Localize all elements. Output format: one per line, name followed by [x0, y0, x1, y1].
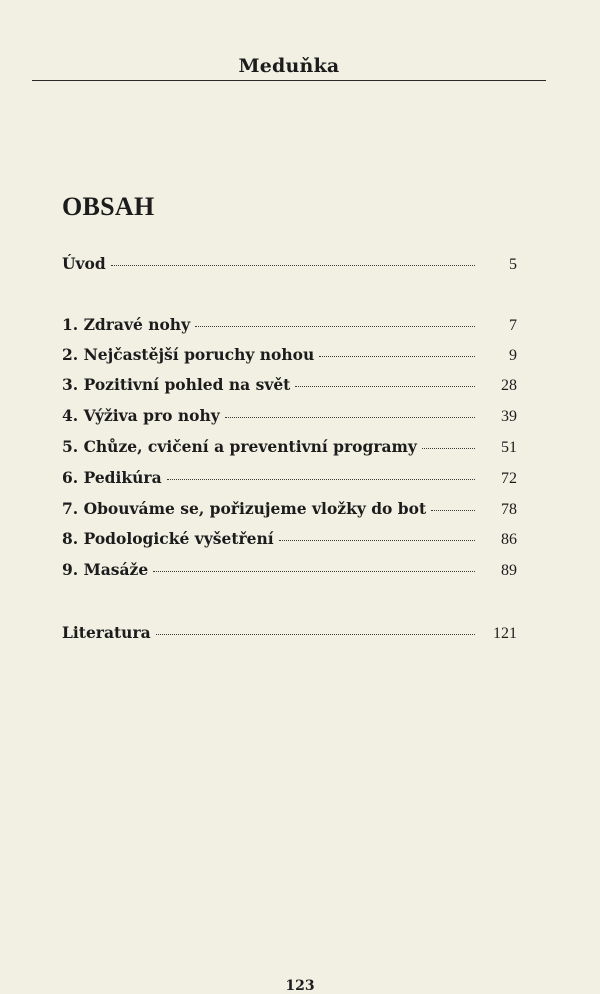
toc-entry-title: Úvod	[62, 254, 106, 273]
running-header	[32, 52, 546, 81]
dot-leader	[111, 265, 475, 266]
toc-entry-page: 72	[501, 470, 517, 487]
dot-leader	[431, 510, 475, 511]
toc-entry	[62, 468, 517, 490]
toc-entry-title: 9. Masáže	[62, 560, 149, 579]
toc-entry	[62, 437, 517, 459]
toc-entry	[62, 345, 517, 367]
dot-leader	[167, 479, 475, 480]
toc-entry-title: Literatura	[62, 623, 151, 642]
toc-entry	[62, 623, 517, 645]
toc-entry	[62, 560, 517, 582]
toc-entry-title: 2. Nejčastější poruchy nohou	[62, 345, 315, 364]
dot-leader	[225, 417, 475, 418]
book-title: Meduňka	[238, 55, 340, 77]
toc-entry	[62, 315, 517, 337]
toc-entry-page: 121	[493, 625, 517, 642]
toc-entry-title: 5. Chůze, cvičení a preventivní programy	[62, 437, 417, 456]
toc-entry-page: 7	[509, 317, 517, 334]
dot-leader	[279, 540, 475, 541]
toc-entry-page: 39	[501, 408, 517, 425]
contents-heading: OBSAH	[62, 192, 155, 221]
toc-entry-title: 8. Podologické vyšetření	[62, 529, 274, 548]
toc-entry-page: 89	[501, 562, 517, 579]
dot-leader	[422, 448, 475, 449]
toc-entry-title: 1. Zdravé nohy	[62, 315, 191, 334]
dot-leader	[153, 571, 475, 572]
dot-leader	[195, 326, 475, 327]
page-number: 123	[285, 978, 315, 994]
toc-entry	[62, 406, 517, 428]
dot-leader	[319, 356, 475, 357]
toc-entry	[62, 375, 517, 397]
toc-entry-page: 51	[501, 439, 517, 456]
toc-entry-title: 4. Výživa pro nohy	[62, 406, 220, 425]
toc-entry-page: 28	[501, 377, 517, 394]
toc-entry-page: 78	[501, 501, 517, 518]
toc-entry	[62, 254, 517, 276]
dot-leader	[156, 634, 475, 635]
toc-entry	[62, 499, 517, 521]
toc-entry-title: 3. Pozitivní pohled na svět	[62, 375, 291, 394]
toc-entry	[62, 529, 517, 551]
toc-entry-page: 86	[501, 531, 517, 548]
toc-entry-title: 7. Obouváme se, pořizujeme vložky do bot	[62, 499, 427, 518]
toc-entry-title: 6. Pedikúra	[62, 468, 162, 487]
toc-entry-page: 5	[509, 256, 517, 273]
dot-leader	[295, 386, 475, 387]
toc-entry-page: 9	[509, 347, 517, 364]
